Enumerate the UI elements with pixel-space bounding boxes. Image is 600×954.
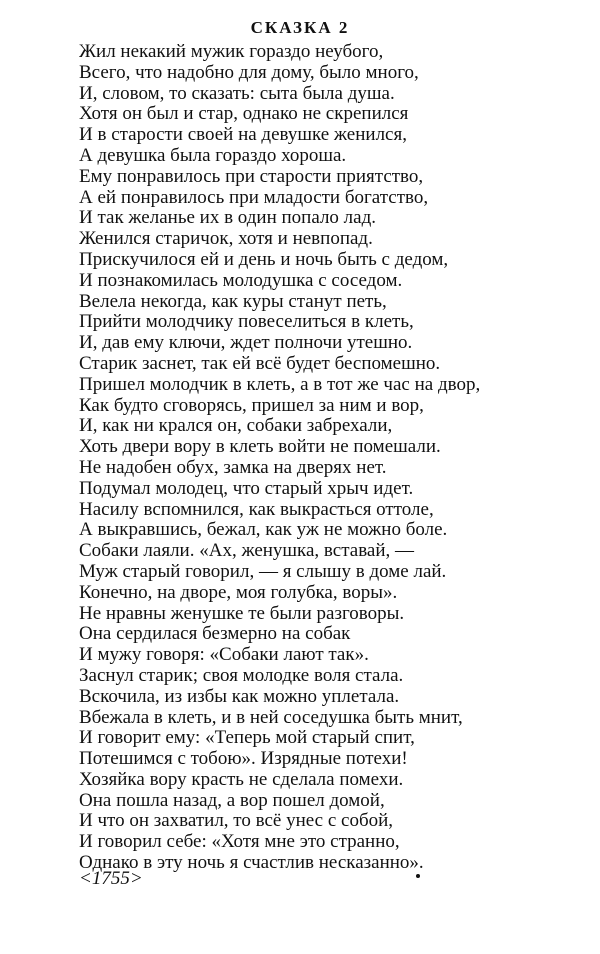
poem-line: Пришел молодчик в клеть, а в тот же час на двор, bbox=[79, 373, 481, 395]
poem-line: Не нравны женушке те были разговоры. bbox=[79, 602, 405, 624]
poem-line: Велела некогда, как куры станут петь, bbox=[79, 290, 387, 312]
poem-line: Однако в эту ночь я счастлив несказанно». bbox=[79, 852, 424, 874]
poem-line: И говорит ему: «Теперь мой старый спит, bbox=[79, 727, 415, 749]
poem-line: Прийти молодчику повеселиться в клеть, bbox=[79, 311, 414, 333]
poem-line: И, как ни крался он, собаки забрехали, bbox=[79, 415, 393, 437]
poem-line: Жил некакий мужик гораздо неубого, bbox=[79, 41, 384, 62]
poem-line: Потешимся с тобою». Изрядные потехи! bbox=[79, 748, 408, 770]
poem-line: Хозяйка вору красть не сделала помехи. bbox=[79, 768, 404, 790]
poem-line: Она пошла назад, а вор пошел домой, bbox=[79, 789, 385, 811]
poem-line: Вскочила, из избы как можно уплетала. bbox=[79, 685, 400, 707]
poem-line: Конечно, на дворе, моя голубка, воры». bbox=[79, 581, 398, 603]
poem-line: Вбежала в клеть, и в ней соседушка быть мнит, bbox=[79, 706, 463, 728]
poem-line: Прискучилося ей и день и ночь быть с дедом, bbox=[79, 248, 449, 270]
poem-line: А выкравшись, бежал, как уж не можно боле. bbox=[79, 519, 448, 541]
poem-line: И познакомилась молодушка с соседом. bbox=[79, 269, 403, 291]
poem-line: Всего, что надобно для дому, было много, bbox=[79, 61, 419, 83]
poem-line: А девушка была гораздо хороша. bbox=[79, 144, 347, 166]
poem-line: Хоть двери вору в клеть войти не помешали. bbox=[79, 436, 441, 458]
poem-line: Насилу вспомнился, как выкрасться оттоле, bbox=[79, 498, 434, 520]
poem-line: Муж старый говорил, — я слышу в доме лай. bbox=[79, 560, 447, 582]
poem-line: И в старости своей на девушке женился, bbox=[79, 124, 407, 146]
poem-date: <1755> bbox=[79, 868, 143, 889]
poem-line: И говорил себе: «Хотя мне это странно, bbox=[79, 831, 400, 853]
ink-speck bbox=[416, 874, 420, 878]
poem-line: И так желанье их в один попало лад. bbox=[79, 207, 377, 229]
poem-line: И что он захватил, то всё унес с собой, bbox=[79, 810, 394, 832]
poem-title: СКАЗКА 2 bbox=[250, 18, 350, 37]
poem-line: И мужу говоря: «Собаки лают так». bbox=[79, 644, 369, 666]
poem-line: Хотя он был и стар, однако не скрепился bbox=[79, 103, 409, 125]
poem-body bbox=[79, 42, 579, 874]
poem-line: Подумал молодец, что старый хрыч идет. bbox=[79, 477, 414, 499]
poem-line: И, дав ему ключи, ждет полночи утешно. bbox=[79, 332, 413, 354]
poem-line: Она сердилася безмерно на собак bbox=[79, 623, 351, 645]
poem-line: Ему понравилось при старости приятство, bbox=[79, 165, 424, 187]
poem-line: Не надобен обух, замка на дверях нет. bbox=[79, 456, 387, 478]
poem-line: А ей понравилось при младости богатство, bbox=[79, 186, 429, 208]
poem-line: И, словом, то сказать: сыта была душа. bbox=[79, 82, 395, 104]
poem-line: Заснул старик; своя молодке воля стала. bbox=[79, 664, 404, 686]
poem-line: Собаки лаяли. «Ах, женушка, вставай, — bbox=[79, 540, 415, 562]
poem-line: Как будто сговорясь, пришел за ним и вор, bbox=[79, 394, 424, 416]
poem-line: Женился старичок, хотя и невпопад. bbox=[79, 228, 373, 250]
poem-line: Старик заснет, так ей всё будет беспомешно. bbox=[79, 352, 441, 374]
